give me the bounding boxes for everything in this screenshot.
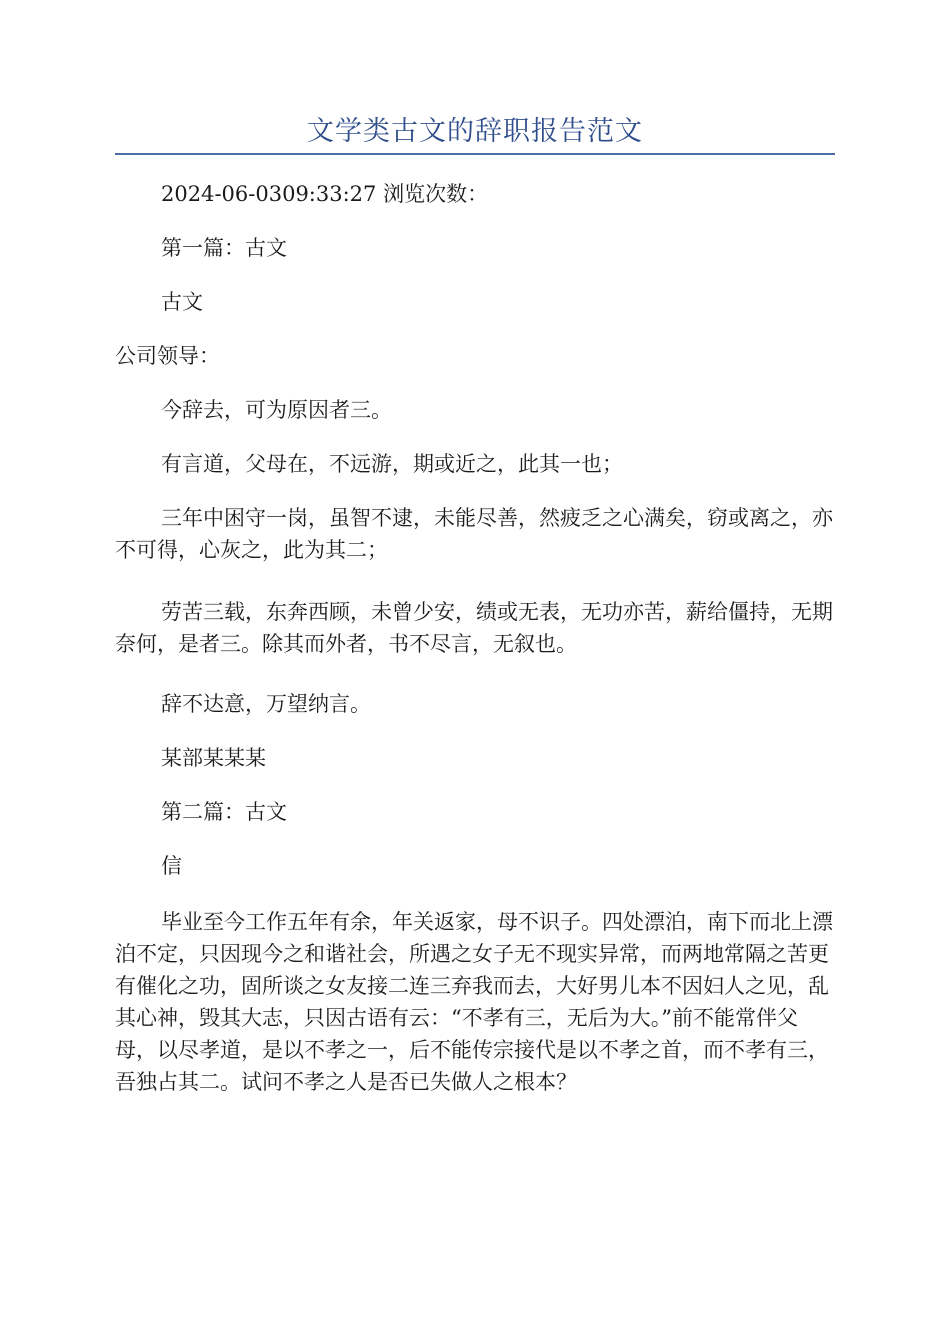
paragraph-reason-1: 有言道，父母在，不远游，期或近之，此其一也； — [161, 452, 623, 476]
paragraph-reason-2: 三年中困守一岗，虽智不逮，未能尽善，然疲乏之心满矣，窃或离之，亦不可得，心灰之，此为其二； — [115, 506, 833, 562]
section-heading-2: 第二篇：古文 — [161, 800, 287, 824]
paragraph-closing: 辞不达意，万望纳言。 — [161, 692, 371, 716]
meta-line: 2024-06-0309:33:27 浏览次数： — [161, 182, 489, 206]
paragraph-intro: 今辞去，可为原因者三。 — [161, 398, 392, 422]
paragraph-reason-3: 劳苦三载，东奔西顾，未曾少安，绩或无表，无功亦苦，薪给僵持，无期奈何，是者三。除其而外者，书不尽言，无叙也。 — [115, 600, 833, 656]
document-title: 文学类古文的辞职报告范文 — [307, 116, 643, 147]
subheading-2: 信 — [161, 854, 182, 878]
subheading-1: 古文 — [161, 290, 203, 314]
title-underline — [115, 153, 835, 155]
salutation: 公司领导： — [115, 344, 220, 368]
section-heading-1: 第一篇：古文 — [161, 236, 287, 260]
paragraph-letter: 毕业至今工作五年有余，年关返家，母不识子。四处漂泊，南下而北上漂泊不定，只因现今之和谐社会，所遇之女子无不现实异常，而两地常隔之苦更有催化之功，固所谈之女友接二连三弃我而去，大好男儿本不因妇人之见，乱其心神，毁其大志，只因古语有云：“不孝有三，无后为大。”前不能常伴父母，以尽孝道，是以不孝之一，后不能传宗接代是以不孝之首，而不孝有三，吾独占其二。试问不孝之人是否已失做人之根本？ — [115, 910, 833, 1094]
signature: 某部某某某 — [161, 746, 266, 770]
